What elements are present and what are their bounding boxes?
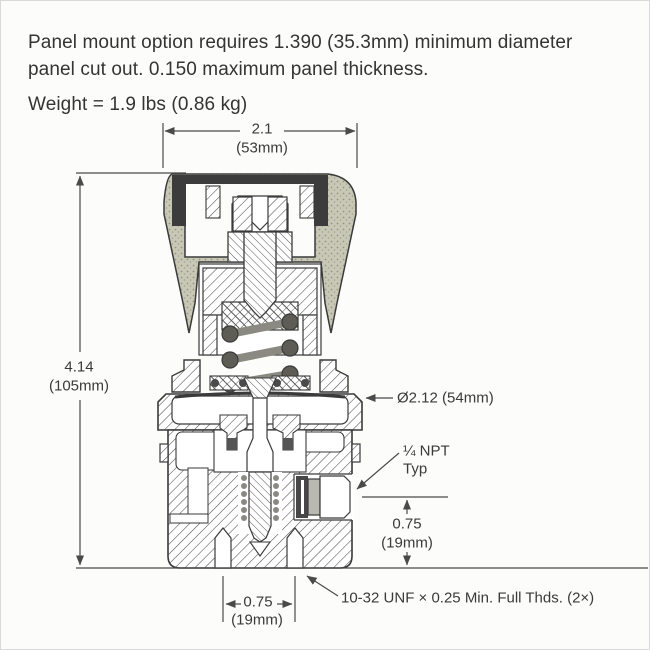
knob-diameter-label: Ø2.12 (54mm) bbox=[397, 389, 494, 407]
guide-bushing-left bbox=[206, 186, 220, 218]
body-boss-right bbox=[352, 444, 360, 462]
port-plug bbox=[320, 476, 350, 518]
body-boss-left bbox=[160, 444, 168, 462]
regulator bbox=[158, 174, 362, 568]
outlet-port bbox=[294, 474, 354, 520]
panel-note-line2: panel cut out. 0.150 maximum panel thickness. bbox=[28, 59, 429, 80]
leader-thread-note bbox=[307, 576, 338, 596]
port-height-metric: (19mm) bbox=[381, 534, 433, 552]
weight-note: Weight = 1.9 lbs (0.86 kg) bbox=[28, 94, 248, 115]
port-height-value: 0.75 bbox=[392, 515, 422, 533]
dim-height-metric: (105mm) bbox=[48, 377, 110, 395]
dim-overall-height bbox=[76, 173, 648, 568]
dim-top-width-metric: (53mm) bbox=[236, 139, 288, 157]
thread-note: 10-32 UNF × 0.25 Min. Full Thds. (2×) bbox=[341, 589, 595, 607]
dimension-lines bbox=[76, 120, 648, 622]
dim-height-value: 4.14 bbox=[64, 358, 94, 376]
hole-spacing-metric: (19mm) bbox=[231, 611, 283, 629]
flange-left bbox=[172, 360, 200, 392]
panel-note-line1: Panel mount option requires 1.390 (35.3mm) minimum diameter bbox=[28, 32, 573, 53]
flange-right bbox=[320, 360, 348, 392]
dim-top-width-value: 2.1 bbox=[251, 120, 273, 138]
port-insert bbox=[308, 479, 320, 515]
lock-nut bbox=[232, 196, 288, 232]
port-type-line1: ¼ NPT bbox=[403, 442, 450, 460]
hole-spacing-value: 0.75 bbox=[243, 593, 273, 611]
port-type-line2: Typ bbox=[403, 460, 428, 478]
leader-port-type bbox=[357, 453, 399, 489]
guide-bushing-right bbox=[300, 186, 314, 218]
